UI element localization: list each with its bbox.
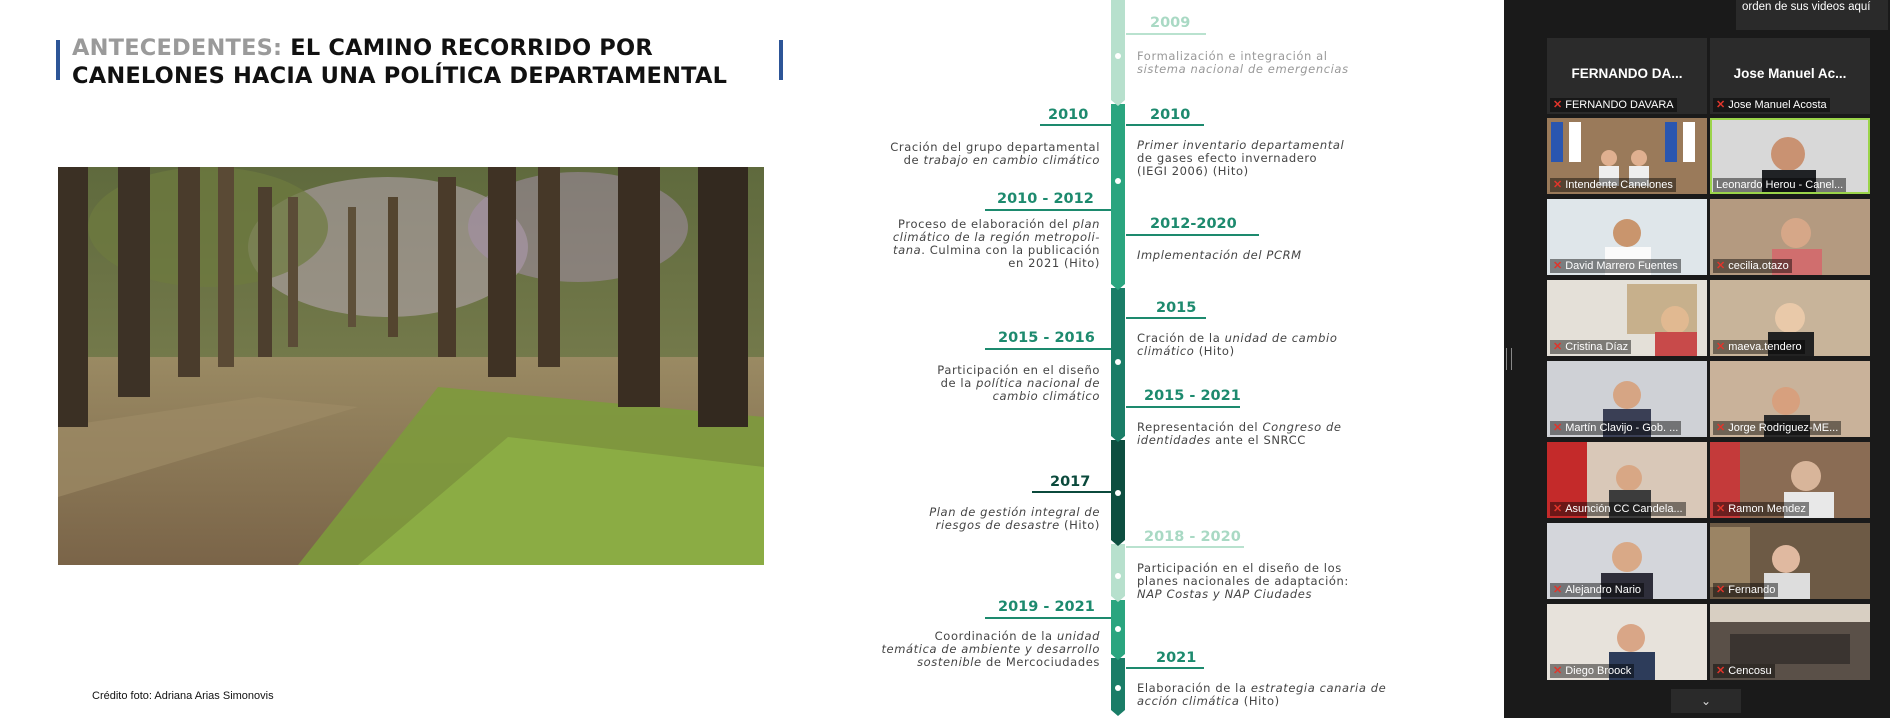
participant-tile[interactable]: [1710, 523, 1870, 599]
timeline-dot: [1115, 178, 1121, 184]
timeline-dot: [1115, 490, 1121, 496]
timeline-segment: [1111, 104, 1125, 284]
timeline-dot: [1115, 626, 1121, 632]
muted-mic-icon: ✕: [1553, 665, 1563, 677]
muted-mic-icon: ✕: [1716, 503, 1726, 515]
year-2010-2012: 2010 - 2012: [997, 191, 1094, 207]
year-rule: [1126, 33, 1206, 35]
timeline-segment: [1111, 544, 1125, 596]
muted-mic-icon: ✕: [1553, 422, 1563, 434]
photo-credit: Crédito foto: Adriana Arias Simonovis: [92, 690, 274, 702]
participant-name: ✕ Alejandro Nario: [1550, 583, 1644, 597]
timeline-chevron: [1111, 654, 1125, 660]
participant-name: ✕ Cencosu: [1713, 664, 1775, 678]
event-2010-right: Primer inventario departamental de gases efecto invernadero (IEGI 2006) (Hito): [1137, 138, 1345, 178]
year-rule: [1126, 667, 1204, 669]
muted-mic-icon: ✕: [1553, 341, 1563, 353]
year-rule: [1126, 317, 1206, 319]
muted-mic-icon: ✕: [1553, 99, 1563, 111]
muted-mic-icon: ✕: [1553, 584, 1563, 596]
participant-tile[interactable]: [1547, 280, 1707, 356]
event-2015: Cración de la unidad de cambio climático (Hito): [1137, 331, 1338, 358]
timeline-chevron: [1111, 710, 1125, 716]
participant-name: ✕ Cristina Díaz: [1550, 340, 1631, 354]
year-rule: [1126, 406, 1240, 408]
participant-name: ✕ Ramon Mendez: [1713, 502, 1809, 516]
participant-name: ✕ David Marrero Fuentes: [1550, 259, 1681, 273]
timeline-dot: [1115, 685, 1121, 691]
participant-label: FERNANDO DA...: [1571, 66, 1683, 81]
participant-name: ✕ Diego Broock: [1550, 664, 1634, 678]
participant-name: ✕ FERNANDO DAVARA: [1550, 98, 1677, 112]
timeline-dot: [1115, 53, 1121, 59]
timeline-chevron: [1111, 284, 1125, 290]
year-2015-2016: 2015 - 2016: [998, 330, 1095, 346]
title-accent: ANTECEDENTES:: [72, 35, 283, 61]
year-rule: [1040, 124, 1111, 126]
year-2010-left: 2010: [1048, 107, 1089, 123]
event-2017: Plan de gestión integral de riesgos de desastre (Hito): [929, 505, 1100, 532]
participant-tile[interactable]: [1710, 280, 1870, 356]
event-2015-2016: Participación en el diseño de la política nacional de cambio climático: [937, 363, 1100, 403]
event-2010-2012: Proceso de elaboración del plan climático de la región metropoli- tana. Culmina con la publicación en 2021 (Hito): [892, 217, 1100, 270]
year-rule: [1126, 234, 1259, 236]
participant-tile[interactable]: [1547, 442, 1707, 518]
participant-tile-active-speaker[interactable]: [1710, 118, 1870, 194]
timeline-dot: [1115, 359, 1121, 365]
year-rule: [985, 209, 1111, 211]
participant-name: ✕ Intendente Canelones: [1550, 178, 1676, 192]
participant-tile[interactable]: [1710, 442, 1870, 518]
year-rule: [1032, 491, 1111, 493]
event-2015-2021: Representación del Congreso de identidades ante el SNRCC: [1137, 420, 1342, 447]
participant-name: ✕ Fernando: [1713, 583, 1778, 597]
participant-tile[interactable]: [1710, 604, 1870, 680]
year-2012-2020: 2012-2020: [1150, 216, 1237, 232]
muted-mic-icon: ✕: [1716, 665, 1726, 677]
timeline-chevron: [1111, 596, 1125, 602]
muted-mic-icon: ✕: [1716, 422, 1726, 434]
event-2019-2021: Coordinación de la unidad temática de ambiente y desarrollo sostenible de Mercociudades: [881, 629, 1100, 669]
muted-mic-icon: ✕: [1716, 260, 1726, 272]
gallery-order-note: orden de sus videos aquí: [1736, 0, 1888, 30]
participant-tile[interactable]: [1547, 361, 1707, 437]
event-2018-2020: Participación en el diseño de los planes nacionales de adaptación: NAP Costas y NAP Ciudades: [1137, 561, 1349, 601]
year-2015: 2015: [1156, 300, 1197, 316]
participant-name: ✕ maeva.tendero: [1713, 340, 1805, 354]
event-2012-2020: Implementación del PCRM: [1137, 248, 1302, 262]
participant-name: ✕ cecilia.otazo: [1713, 259, 1792, 273]
event-2021: Elaboración de la estrategia canaria de acción climática (Hito): [1137, 681, 1387, 708]
slide-title: [72, 34, 792, 90]
participant-name: ✕ Asunción CC Candela...: [1550, 502, 1686, 516]
forest-photo: [58, 167, 764, 565]
timeline-segment: [1111, 658, 1125, 710]
year-2010-right: 2010: [1150, 107, 1191, 123]
participant-tile[interactable]: [1547, 523, 1707, 599]
participant-name: Leonardo Herou - Canel...: [1713, 178, 1846, 192]
muted-mic-icon: ✕: [1716, 584, 1726, 596]
participant-tile[interactable]: [1547, 199, 1707, 275]
year-2018-2020: 2018 - 2020: [1144, 529, 1241, 545]
year-rule: [1126, 546, 1244, 548]
participant-name: ✕ Jorge Rodriguez-ME...: [1713, 421, 1841, 435]
chevron-down-icon[interactable]: ⌄: [1671, 689, 1741, 713]
timeline-chevron: [1111, 100, 1125, 106]
participant-tile[interactable]: [1547, 604, 1707, 680]
event-2010-left: Cración del grupo departamental de trabajo en cambio climático: [890, 140, 1100, 167]
event-2009: Formalización e integración al sistema nacional de emergencias: [1137, 49, 1349, 76]
muted-mic-icon: ✕: [1553, 260, 1563, 272]
title-line-2: CANELONES HACIA UNA POLÍTICA DEPARTAMENTAL: [72, 63, 728, 89]
participant-tile[interactable]: [1710, 199, 1870, 275]
year-2017: 2017: [1050, 474, 1091, 490]
year-rule: [1126, 124, 1204, 126]
participant-label: Jose Manuel Ac...: [1733, 66, 1847, 81]
muted-mic-icon: ✕: [1553, 179, 1563, 191]
year-rule: [985, 617, 1111, 619]
year-2015-2021: 2015 - 2021: [1144, 388, 1241, 404]
participant-tile[interactable]: [1710, 38, 1870, 114]
timeline-dot: [1115, 573, 1121, 579]
timeline-chevron: [1111, 540, 1125, 546]
muted-mic-icon: ✕: [1553, 503, 1563, 515]
year-2019-2021: 2019 - 2021: [998, 599, 1095, 615]
participant-name: ✕ Jose Manuel Acosta: [1713, 98, 1830, 112]
participant-name: ✕ Martín Clavijo - Gob. ...: [1550, 421, 1681, 435]
year-2021: 2021: [1156, 650, 1197, 666]
panel-resize-handle[interactable]: [1506, 348, 1512, 370]
muted-mic-icon: ✕: [1716, 99, 1726, 111]
title-right-bar: [779, 40, 783, 80]
year-2009: 2009: [1150, 15, 1191, 31]
muted-mic-icon: ✕: [1716, 341, 1726, 353]
title-left-bar: [56, 40, 60, 80]
timeline-chevron: [1111, 436, 1125, 442]
timeline-segment: [1111, 0, 1125, 100]
title-line-1: EL CAMINO RECORRIDO POR: [290, 35, 653, 61]
year-rule: [985, 348, 1111, 350]
participant-tile[interactable]: [1547, 118, 1707, 194]
participant-tile[interactable]: [1710, 361, 1870, 437]
participant-tile[interactable]: [1547, 38, 1707, 114]
